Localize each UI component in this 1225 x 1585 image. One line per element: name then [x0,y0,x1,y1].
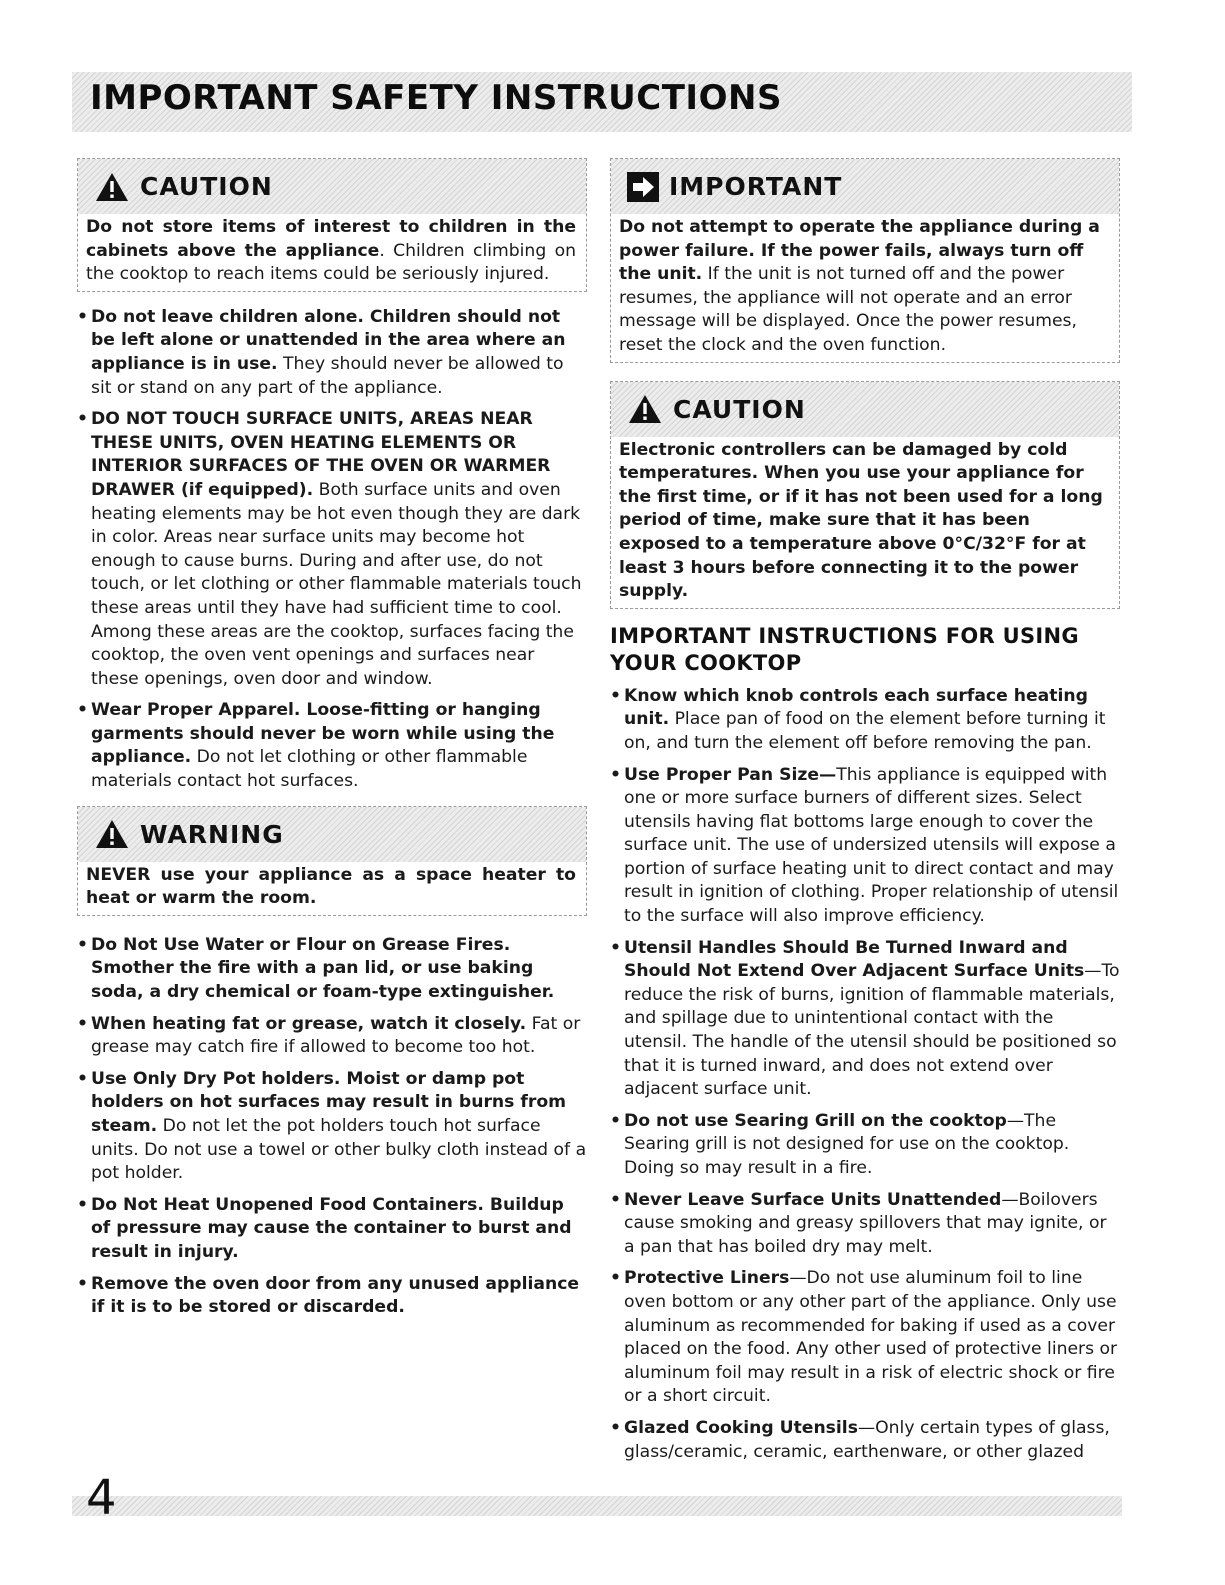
list-item: • When heating fat or grease, watch it closely. Fat or grease may catch fire if allowed to become too hot. [77,1013,581,1058]
important-label: IMPORTANT [669,172,843,201]
list-item-bold: Never Leave Surface Units Unattended [624,1189,1002,1210]
list-item-bold: Do Not Heat Unopened Food Containers. Buildup of pressure may cause the container to burst and result in injury. [91,1194,572,1262]
list-item-bold: Do not use Searing Grill on the cooktop [624,1110,1007,1131]
list-item-text: —Do not use aluminum foil to line oven bottom or any other part of the appliance. Only use aluminum as recommended for baking if used as a cover placed on the food. Any other used of protective liners or aluminum foil may result in a risk of electric shock or fire or a short circuit. [624,1268,1118,1407]
caution-text-normal: . Children climbing on the cooktop to reach items could be seriously injured. [86,240,576,285]
list-item-text: Both surface units and oven heating elements may be hot even though they are dark in color. Areas near surface units may become hot enough to cause burns. During and after use, do not touch, or let clothing or other flammable materials touch these areas until they have had sufficient time to cool. Among these areas are the cooktop, surfaces facing the cooktop, the oven vent openings and surfaces near these openings, oven door and window. [91,479,582,689]
list-item: • Use Proper Pan Size—This appliance is equipped with one or more surface burners of different sizes. Select utensils having flat bottoms large enough to cover the surface unit. The use of undersized utensils will expose a portion of surface heating unit to direct contact and may result in ignition of clothing. Proper relationship of utensil to the surface will also improve efficiency. [610,764,1119,927]
list-item: • Wear Proper Apparel. Loose-fitting or hanging garments should never be worn while using the appliance. Do not let clothing or other flammable materials contact hot surfaces. [77,700,555,792]
warning-triangle-icon [94,818,130,850]
warning-header [78,807,586,862]
cooktop-bullets [610,685,1120,1464]
list-item: • Never Leave Surface Units Unattended—Boilovers cause smoking and greasy spillovers that may ignite, or a pan that has boiled dry may melt. [610,1189,1107,1257]
list-item-bold: Wear Proper Apparel. Loose-fitting or hanging garments should never be worn while using the appliance. [91,700,555,768]
important-box [610,158,1120,363]
right-column [610,158,1120,1472]
warning-triangle-icon [627,393,663,425]
list-item-text: Do not let the pot holders touch hot surface units. Do not use a towel or other bulky cloth instead of a pot holder. [91,1116,587,1184]
list-item: • Utensil Handles Should Be Turned Inward and Should Not Extend Over Adjacent Surface Units—To reduce the risk of burns, ignition of flammable materials, and spillage due to unintentional contact with the utensil. The handle of the utensil should be positioned so that it is turned inward, and does not extend over adjacent surface unit. [610,937,1120,1100]
header-bar [72,72,1132,132]
important-text-normal: If the unit is not turned off and the power resumes, the appliance will not operate and an error message will be displayed. Once the power resumes, reset the clock and the oven function. [619,264,1077,355]
list-item-text: Fat or grease may catch fire if allowed to become too hot. [91,1013,581,1058]
list-item: • Protective Liners—Do not use aluminum foil to line oven bottom or any other part of the appliance. Only use aluminum as recommended for baking if used as a cover placed on the food. Any other used of protective liners or aluminum foil may result in a risk of electric shock or fire or a short circuit. [610,1268,1118,1407]
caution-text-bold: Electronic controllers can be damaged by cold temperatures. When you use your appliance for the first time, or if it has not been used for a long period of time, make sure that it has been exposed to a temperature above 0°C/32°F for at least 3 hours before connecting it to the power supply. [619,439,1103,602]
arrow-right-icon [627,172,659,202]
list-item-bold: Do not leave children alone. Children should not be left alone or unattended in the area where an appliance is in use. [91,306,566,374]
warning-text-bold: NEVER use your appliance as a space heater to heat or warm the room. [86,864,576,909]
list-item-bold: Glazed Cooking Utensils [624,1417,858,1438]
list-item-text: Place pan of food on the element before turning it on, and turn the element off before removing the pan. [624,709,1106,753]
important-text [611,214,1119,362]
list-item: • Do not use Searing Grill on the cooktop—The Searing grill is not designed for use on the cooktop. Doing so may result in a fire. [610,1110,1070,1178]
list-item: • Do Not Heat Unopened Food Containers. Buildup of pressure may cause the container to burst and result in injury. [77,1194,572,1262]
section-heading: IMPORTANT INSTRUCTIONS FOR USING YOUR COOKTOP [610,623,1079,675]
caution-header [78,159,586,214]
list-item-bold: Remove the oven door from any unused appliance if it is to be stored or discarded. [91,1273,580,1318]
caution-text [611,437,1119,608]
safety-bullets-2 [77,934,587,1320]
caution-text [78,214,586,291]
caution-header [611,382,1119,437]
important-text-bold: Do not attempt to operate the appliance during a power failure. If the power fails, always turn off the unit. [619,217,1100,285]
list-item-text: —Only certain types of glass, glass/ceramic, ceramic, earthenware, or other glazed [624,1417,1110,1462]
list-item-bold: Use Only Dry Pot holders. Moist or damp pot holders on hot surfaces may result in burns from steam. [91,1068,567,1136]
warning-label: WARNING [140,819,284,849]
list-item: • Do Not Use Water or Flour on Grease Fires. Smother the fire with a pan lid, or use baking soda, a dry chemical or foam-type extinguisher. [77,934,555,1003]
list-item: • Know which knob controls each surface heating unit. Place pan of food on the element before turning it on, and turn the element off before removing the pan. [610,685,1106,753]
caution-box-children [77,158,587,292]
list-item-bold: Do Not Use Water or Flour on Grease Fires. Smother the fire with a pan lid, or use baking soda, a dry chemical or foam-type extinguisher. [91,934,555,1003]
important-header [611,159,1119,214]
caution-label: CAUTION [140,172,273,201]
safety-bullets-1 [77,306,587,794]
list-item-text: They should never be allowed to sit or stand on any part of the appliance. [91,353,564,398]
list-item: • Glazed Cooking Utensils—Only certain types of glass, glass/ceramic, ceramic, earthenware, or other glazed [610,1417,1110,1462]
list-item-text: Do not let clothing or other flammable materials contact hot surfaces. [91,747,528,792]
list-item-bold: Utensil Handles Should Be Turned Inward and Should Not Extend Over Adjacent Surface Units [624,937,1085,982]
list-item-bold: Use Proper Pan Size— [624,764,837,785]
list-item: • Use Only Dry Pot holders. Moist or damp pot holders on hot surfaces may result in burns from steam. Do not let the pot holders touch hot surface units. Do not use a towel or other bulky cloth instead of a pot holder. [77,1068,587,1184]
list-item: • DO NOT TOUCH SURFACE UNITS, AREAS NEAR THESE UNITS, OVEN HEATING ELEMENTS OR INTERIOR SURFACES OF THE OVEN OR WARMER DRAWER (if equipped). Both surface units and oven heating elements may be hot even though they are dark in color. Areas near surface units may become hot enough to cause burns. During and after use, do not touch, or let clothing or other flammable materials touch these areas until they have had sufficient time to cool. Among these areas are the cooktop, surfaces facing the cooktop, the oven vent openings and surfaces near these openings, oven door and window. [77,409,582,689]
warning-box [77,806,587,916]
list-item-bold: DO NOT TOUCH SURFACE UNITS, AREAS NEAR THESE UNITS, OVEN HEATING ELEMENTS OR INTERIOR SURFACES OF THE OVEN OR WARMER DRAWER (if equipped). [91,409,551,500]
warning-text [78,862,586,915]
caution-text-bold: Do not store items of interest to children in the cabinets above the appliance [86,217,576,261]
left-column [77,158,587,1328]
page-number: 4 [86,1470,117,1526]
list-item-text: —To reduce the risk of burns, ignition of flammable materials, and spillage due to unintentional contact with the utensil. The handle of the utensil should be positioned so that it is turned inward, and does not extend over adjacent surface unit. [624,961,1120,1100]
list-item-bold: Protective Liners [624,1268,790,1289]
list-item-bold: When heating fat or grease, watch it closely. [91,1013,527,1034]
list-item-bold: Know which knob controls each surface heating unit. [624,685,1088,730]
list-item: • Remove the oven door from any unused appliance if it is to be stored or discarded. [77,1273,580,1318]
footer-bar [72,1496,1122,1516]
list-item-text: This appliance is equipped with one or more surface burners of different sizes. Select utensils having flat bottoms large enough to cover the surface unit. The use of undersized utensils will expose a portion of surface heating unit to direct contact and may result in ignition of clothing. Proper relationship of utensil to the surface will also improve efficiency. [624,764,1119,927]
warning-triangle-icon [94,171,130,203]
list-item-text: —Boilovers cause smoking and greasy spillovers that may ignite, or a pan that has boiled dry may melt. [624,1189,1107,1257]
list-item-text: —The Searing grill is not designed for use on the cooktop. Doing so may result in a fire. [624,1110,1070,1178]
page-title: IMPORTANT SAFETY INSTRUCTIONS [90,78,782,118]
list-item: • Do not leave children alone. Children should not be left alone or unattended in the area where an appliance is in use. They should never be allowed to sit or stand on any part of the appliance. [77,306,566,398]
caution-label: CAUTION [673,394,806,424]
caution-box-electronics [610,381,1120,609]
